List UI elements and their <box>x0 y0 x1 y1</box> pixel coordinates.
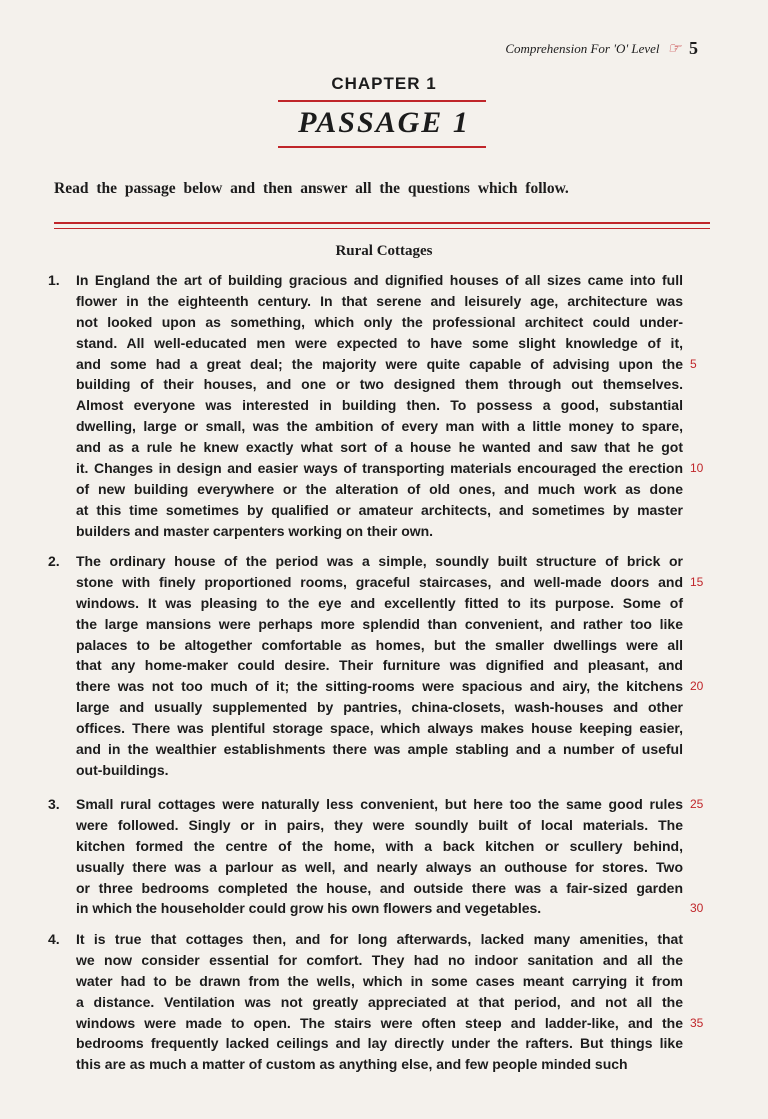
line-text: building of their houses, and one or two designed them through out themselves. <box>76 376 683 393</box>
line-text: that any home-maker could desire. Their furniture was dignified and pleasant, and <box>76 657 683 674</box>
text-line <box>76 836 683 857</box>
text-line <box>76 270 683 291</box>
text-line <box>76 458 704 479</box>
line-text: the large mansions were perhaps more splendid than convenient, and rather too like <box>76 615 683 632</box>
line-text: large and usually supplemented by pantries, china-closets, wash-houses and other <box>76 699 683 716</box>
line-text: we now consider essential for comfort. They had no indoor sanitation and all the <box>76 951 683 968</box>
text-line <box>76 572 704 593</box>
line-number: 5 <box>690 356 697 371</box>
line-number: 30 <box>690 901 704 916</box>
text-line <box>76 333 683 354</box>
text-line <box>76 794 704 815</box>
line-text: stone with finely proportioned rooms, graceful staircases, and well-made doors and <box>76 573 683 590</box>
line-text: were followed. Singly or in pairs, they were soundly built of local materials. The <box>76 816 683 833</box>
line-number: 35 <box>690 1015 704 1030</box>
paragraph-number: 2. <box>48 553 60 569</box>
text-line <box>76 1054 683 1075</box>
line-text: palaces to be altogether comfortable as homes, but the smaller dwellings were all <box>76 636 683 653</box>
line-text: It is true that cottages then, and for long afterwards, lacked many amenities, that <box>76 931 683 947</box>
line-text: bedrooms frequently lacked ceilings and lay directly under the rafters. But things like <box>76 1035 683 1052</box>
line-text: water had to be drawn from the wells, which in some cases meant carrying it from <box>76 972 683 989</box>
paragraph <box>48 929 708 1075</box>
paragraph <box>48 551 708 781</box>
line-number: 10 <box>690 461 704 476</box>
text-title: Rural Cottages <box>335 243 433 259</box>
line-text: flower in the eighteenth century. In that serene and leisurely age, architecture was <box>76 292 683 309</box>
line-text: out-buildings. <box>76 761 169 778</box>
line-text: at this time sometimes by qualified or amateur architects, and sometimes by master <box>76 501 683 518</box>
paragraph <box>48 794 708 919</box>
text-line <box>76 593 683 614</box>
paragraph-number: 4. <box>48 931 60 947</box>
text-line <box>76 614 683 635</box>
text-line <box>76 1033 683 1054</box>
line-number: 25 <box>690 797 704 811</box>
line-text: The ordinary house of the period was a simple, soundly built structure of brick or <box>76 553 683 569</box>
line-text: windows were made to open. The stairs were often steep and ladder-like, and the <box>76 1014 683 1031</box>
text-line <box>76 521 683 542</box>
line-text: or three bedrooms completed the house, and outside there was a fair-sized garden <box>76 879 683 896</box>
line-text: of new building everywhere or the alteration of old ones, and much work as done <box>76 480 683 497</box>
line-number: 20 <box>690 679 704 694</box>
text-line <box>76 416 683 437</box>
text-line <box>76 929 683 950</box>
line-text: a distance. Ventilation was not greatly appreciated at that period, and not all the <box>76 993 683 1010</box>
line-text: not looked upon as something, which only the professional architect could under- <box>76 313 683 330</box>
text-line <box>76 697 683 718</box>
line-text: offices. There was plentiful storage space, which always makes house keeping easier, <box>76 720 683 737</box>
text-line <box>76 1013 704 1034</box>
text-line <box>76 992 683 1013</box>
text-line <box>76 374 683 395</box>
page-number: 5 <box>689 38 698 58</box>
text-line <box>76 395 683 416</box>
text-line <box>76 815 683 836</box>
text-line <box>76 635 683 656</box>
line-text: and as a rule he knew exactly what sort of a house he wanted and saw that he got <box>76 439 683 456</box>
paragraph-number: 1. <box>48 272 60 288</box>
text-line <box>76 718 683 739</box>
chapter-heading: CHAPTER 1 <box>331 74 437 93</box>
line-text: it. Changes in design and easier ways of transporting materials encouraged the erection <box>76 460 683 477</box>
line-text: and in the wealthier establishments there was ample stabling and a number of useful <box>76 741 683 758</box>
line-text: windows. It was pleasing to the eye and excellently fitted to its purpose. Some of <box>76 594 683 611</box>
line-text: there was not too much of it; the sitting-rooms were spacious and airy, the kitchens <box>76 678 683 695</box>
line-text: this are as much a matter of custom as anything else, and few people minded such <box>76 1056 628 1073</box>
instruction-text: Read the passage below and then answer all the questions which follow. <box>54 180 569 197</box>
line-text: and some had a great deal; the majority were quite capable of advising upon the <box>76 355 683 372</box>
text-line <box>76 898 704 919</box>
passage-rule <box>278 146 486 148</box>
text-line <box>76 551 683 572</box>
line-text: Small rural cottages were naturally less convenient, but here too the same good rules <box>76 796 683 812</box>
text-line <box>76 479 683 500</box>
text-line <box>76 760 683 781</box>
text-line <box>76 857 683 878</box>
text-line <box>76 291 683 312</box>
running-head <box>505 38 698 59</box>
text-line <box>76 500 683 521</box>
text-line <box>76 676 704 697</box>
pointing-hand-icon: ☞ <box>667 41 681 57</box>
paragraph <box>48 270 708 542</box>
text-line <box>76 950 683 971</box>
line-text: Almost everyone was interested in building then. To possess a good, substantial <box>76 397 683 414</box>
text-line <box>76 878 683 899</box>
text-line <box>76 655 683 676</box>
text-line <box>76 437 683 458</box>
line-text: stand. All well-educated men were expected to have some slight knowledge of it, <box>76 334 683 351</box>
text-line <box>76 971 683 992</box>
passage-title: PASSAGE 1 <box>298 106 470 139</box>
line-text: kitchen formed the centre of the home, with a back kitchen or scullery behind, <box>76 837 683 854</box>
running-title: Comprehension For 'O' Level <box>505 40 660 56</box>
chapter-rule <box>278 100 486 102</box>
text-line <box>76 354 697 375</box>
text-line <box>76 312 683 333</box>
line-number: 15 <box>690 574 704 589</box>
text-line <box>76 739 683 760</box>
paragraph-number: 3. <box>48 796 60 812</box>
section-divider <box>54 222 710 229</box>
line-text: usually there was a parlour as well, and nearly always an outhouse for stores. Two <box>76 858 683 875</box>
line-text: in which the householder could grow his own flowers and vegetables. <box>76 900 542 917</box>
line-text: dwelling, large or small, was the ambition of every man with a little money to spare, <box>76 418 683 435</box>
line-text: builders and master carpenters working on their own. <box>76 522 434 539</box>
line-text: In England the art of building gracious and dignified houses of all sizes came into full <box>76 272 683 288</box>
